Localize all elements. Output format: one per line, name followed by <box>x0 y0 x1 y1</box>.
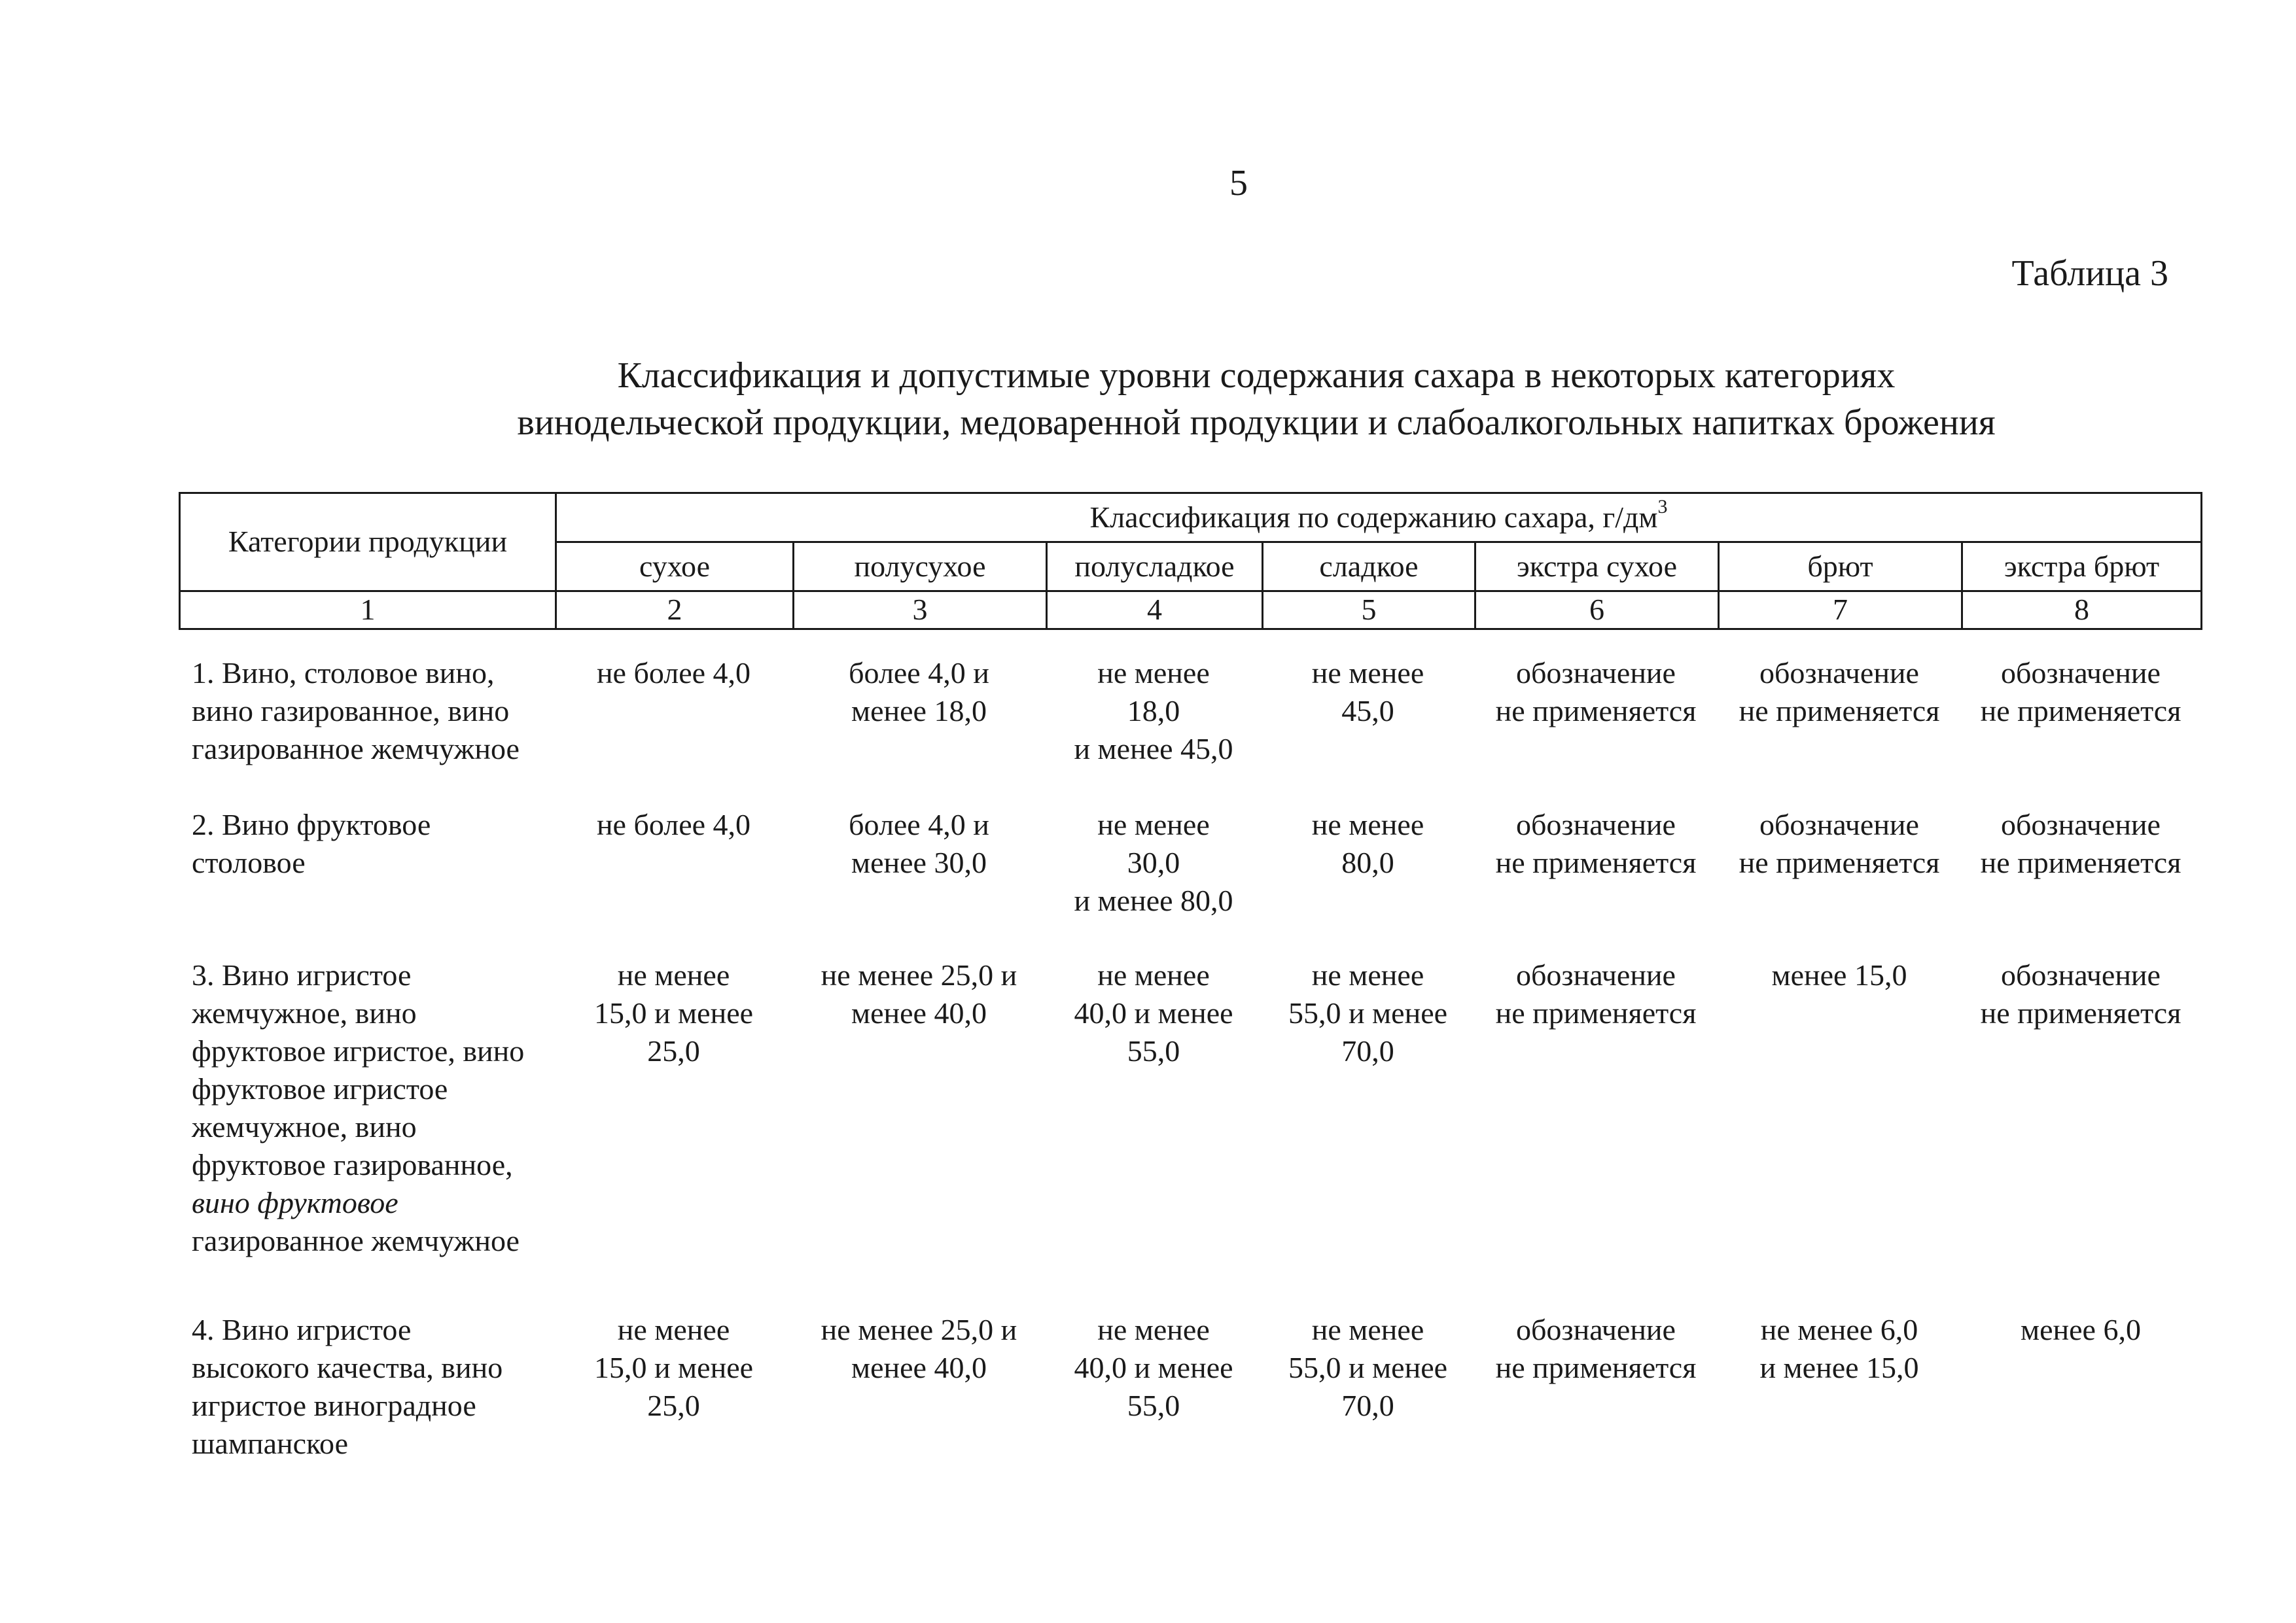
header-number: 1 <box>180 591 556 629</box>
table-cell <box>1474 1311 1718 1481</box>
table-cell <box>1961 654 2200 806</box>
cell-line: обозначение <box>2001 656 2161 689</box>
cell-line: 80,0 <box>1341 846 1394 879</box>
cell-line: и менее 80,0 <box>1074 884 1233 917</box>
table-body <box>179 654 2200 1481</box>
cell-line: и менее 15,0 <box>1759 1351 1919 1384</box>
cell-line: не менее <box>1097 656 1210 689</box>
table-cell <box>1474 654 1718 806</box>
table-cell <box>792 654 1046 806</box>
cell-line: 55,0 и менее <box>1288 996 1448 1030</box>
cell-line: 55,0 и менее <box>1288 1351 1448 1384</box>
table-cell <box>1961 956 2200 1311</box>
cell-line: не менее <box>1097 808 1210 841</box>
row-category-line: фруктовое газированное, <box>192 1148 513 1181</box>
cell-line: не применяется <box>1739 694 1940 727</box>
header-number: 6 <box>1475 591 1719 629</box>
cell-line: 25,0 <box>647 1389 700 1422</box>
cell-line: не менее <box>617 958 730 992</box>
table-title-line: Классификация и допустимые уровни содержания сахара в некоторых категориях <box>617 355 1896 396</box>
row-category-line: фруктовое игристое, вино <box>192 1034 525 1068</box>
table-cell <box>555 956 792 1311</box>
table-cell <box>1718 1311 1961 1481</box>
header-column: сухое <box>556 542 794 591</box>
table-label: Таблица 3 <box>2011 253 2168 294</box>
row-category-line: газированное жемчужное <box>192 1224 520 1257</box>
row-category-line: вино фруктовое <box>192 1186 398 1219</box>
table-cell <box>1046 806 1262 956</box>
header-classification <box>556 493 2202 542</box>
row-category-line: вино газированное, вино <box>192 694 510 727</box>
cell-line: менее 30,0 <box>851 846 987 879</box>
cell-line: 55,0 <box>1127 1034 1180 1068</box>
cell-line: менее 40,0 <box>851 1351 987 1384</box>
cell-line: 40,0 и менее <box>1074 1351 1233 1384</box>
table-cell <box>1474 806 1718 956</box>
cell-line: 15,0 и менее <box>593 996 754 1030</box>
cell-line: не более 4,0 <box>596 808 751 841</box>
header-number: 2 <box>556 591 794 629</box>
row-category <box>179 806 555 956</box>
table-cell <box>1262 654 1474 806</box>
cell-line: и менее 45,0 <box>1074 732 1233 765</box>
header-number: 8 <box>1962 591 2202 629</box>
cell-line: не применяется <box>1495 694 1697 727</box>
table-cell <box>1262 806 1474 956</box>
cell-line: не менее <box>1311 656 1424 689</box>
table-cell <box>555 1311 792 1481</box>
row-category-line: 3. Вино игристое <box>192 958 412 992</box>
cell-line: обозначение <box>2001 958 2161 992</box>
row-category-line: 1. Вино, столовое вино, <box>192 656 495 689</box>
header-column: экстра брют <box>1962 542 2202 591</box>
cell-line: не применяется <box>1980 846 2181 879</box>
table-cell <box>1718 956 1961 1311</box>
cell-line: не применяется <box>1495 1351 1697 1384</box>
cell-line: обозначение <box>1516 1313 1676 1346</box>
table-row <box>179 956 2200 1311</box>
header-number: 3 <box>794 591 1047 629</box>
cell-line: обозначение <box>1516 656 1676 689</box>
cell-line: более 4,0 и <box>849 656 989 689</box>
table-cell <box>792 1311 1046 1481</box>
table-cell <box>1718 654 1961 806</box>
row-category-line: 2. Вино фруктовое <box>192 808 431 841</box>
row-category-line: высокого качества, вино <box>192 1351 503 1384</box>
cell-line: не более 4,0 <box>596 656 751 689</box>
header-number: 7 <box>1719 591 1962 629</box>
cell-line: обозначение <box>2001 808 2161 841</box>
cell-line: не менее <box>1311 958 1424 992</box>
row-category-line: фруктовое игристое <box>192 1072 448 1106</box>
header-classification-sup: 3 <box>1657 495 1668 517</box>
row-category-line: газированное жемчужное <box>192 732 520 765</box>
row-category-line: жемчужное, вино <box>192 1110 417 1143</box>
cell-line: не применяется <box>1495 996 1697 1030</box>
table-header <box>179 492 2202 630</box>
table-cell <box>1718 806 1961 956</box>
cell-line: не менее <box>617 1313 730 1346</box>
table-cell <box>1046 1311 1262 1481</box>
cell-line: 55,0 <box>1127 1389 1180 1422</box>
header-column: экстра сухое <box>1475 542 1719 591</box>
table-row <box>179 1311 2200 1481</box>
cell-line: не менее <box>1097 958 1210 992</box>
table-title <box>196 352 2296 446</box>
cell-line: обозначение <box>1759 656 1919 689</box>
row-category-line: шампанское <box>192 1427 349 1460</box>
page-number: 5 <box>1229 163 1248 203</box>
header-column: брют <box>1719 542 1962 591</box>
cell-line: не применяется <box>1495 846 1697 879</box>
cell-line: менее 18,0 <box>851 694 987 727</box>
row-category <box>179 1311 555 1481</box>
row-category-line: столовое <box>192 846 306 879</box>
cell-line: 15,0 и менее <box>593 1351 754 1384</box>
table-cell <box>1046 654 1262 806</box>
table-cell <box>1961 1311 2200 1481</box>
table-row <box>179 806 2200 956</box>
table-cell <box>792 806 1046 956</box>
table-cell <box>555 654 792 806</box>
cell-line: не менее <box>1311 1313 1424 1346</box>
cell-line: не применяется <box>1980 996 2181 1030</box>
header-classification-text: Классификация по содержанию сахара, г/дм <box>1089 500 1658 534</box>
cell-line: 70,0 <box>1341 1389 1394 1422</box>
cell-line: не применяется <box>1980 694 2181 727</box>
header-number: 4 <box>1047 591 1263 629</box>
cell-line: 25,0 <box>647 1034 700 1068</box>
cell-line: не применяется <box>1739 846 1940 879</box>
cell-line: не менее <box>1097 1313 1210 1346</box>
table-cell <box>555 806 792 956</box>
row-category <box>179 654 555 806</box>
header-column: сладкое <box>1263 542 1475 591</box>
cell-line: не менее 25,0 и <box>821 958 1017 992</box>
header-category: Категории продукции <box>180 493 556 591</box>
cell-line: не менее <box>1311 808 1424 841</box>
cell-line: более 4,0 и <box>849 808 989 841</box>
cell-line: обозначение <box>1516 808 1676 841</box>
table-cell <box>1961 806 2200 956</box>
table-cell <box>792 956 1046 1311</box>
row-category <box>179 956 555 1311</box>
cell-line: обозначение <box>1516 958 1676 992</box>
cell-line: 30,0 <box>1127 846 1180 879</box>
cell-line: 45,0 <box>1341 694 1394 727</box>
cell-line: менее 6,0 <box>2021 1313 2141 1346</box>
table-cell <box>1262 956 1474 1311</box>
row-category-line: жемчужное, вино <box>192 996 417 1030</box>
header-column: полусухое <box>794 542 1047 591</box>
table-cell <box>1262 1311 1474 1481</box>
cell-line: 18,0 <box>1127 694 1180 727</box>
cell-line: 40,0 и менее <box>1074 996 1233 1030</box>
table-cell <box>1474 956 1718 1311</box>
row-category-line: 4. Вино игристое <box>192 1313 412 1346</box>
cell-line: обозначение <box>1759 808 1919 841</box>
cell-line: не менее 6,0 <box>1760 1313 1918 1346</box>
table-cell <box>1046 956 1262 1311</box>
header-number: 5 <box>1263 591 1475 629</box>
cell-line: менее 15,0 <box>1771 958 1907 992</box>
cell-line: не менее 25,0 и <box>821 1313 1017 1346</box>
header-column: полусладкое <box>1047 542 1263 591</box>
row-category-line: игристое виноградное <box>192 1389 476 1422</box>
cell-line: менее 40,0 <box>851 996 987 1030</box>
table-row <box>179 654 2200 806</box>
cell-line: 70,0 <box>1341 1034 1394 1068</box>
table-title-line: винодельческой продукции, медоваренной продукции и слабоалкогольных напитках брожения <box>517 402 1996 443</box>
